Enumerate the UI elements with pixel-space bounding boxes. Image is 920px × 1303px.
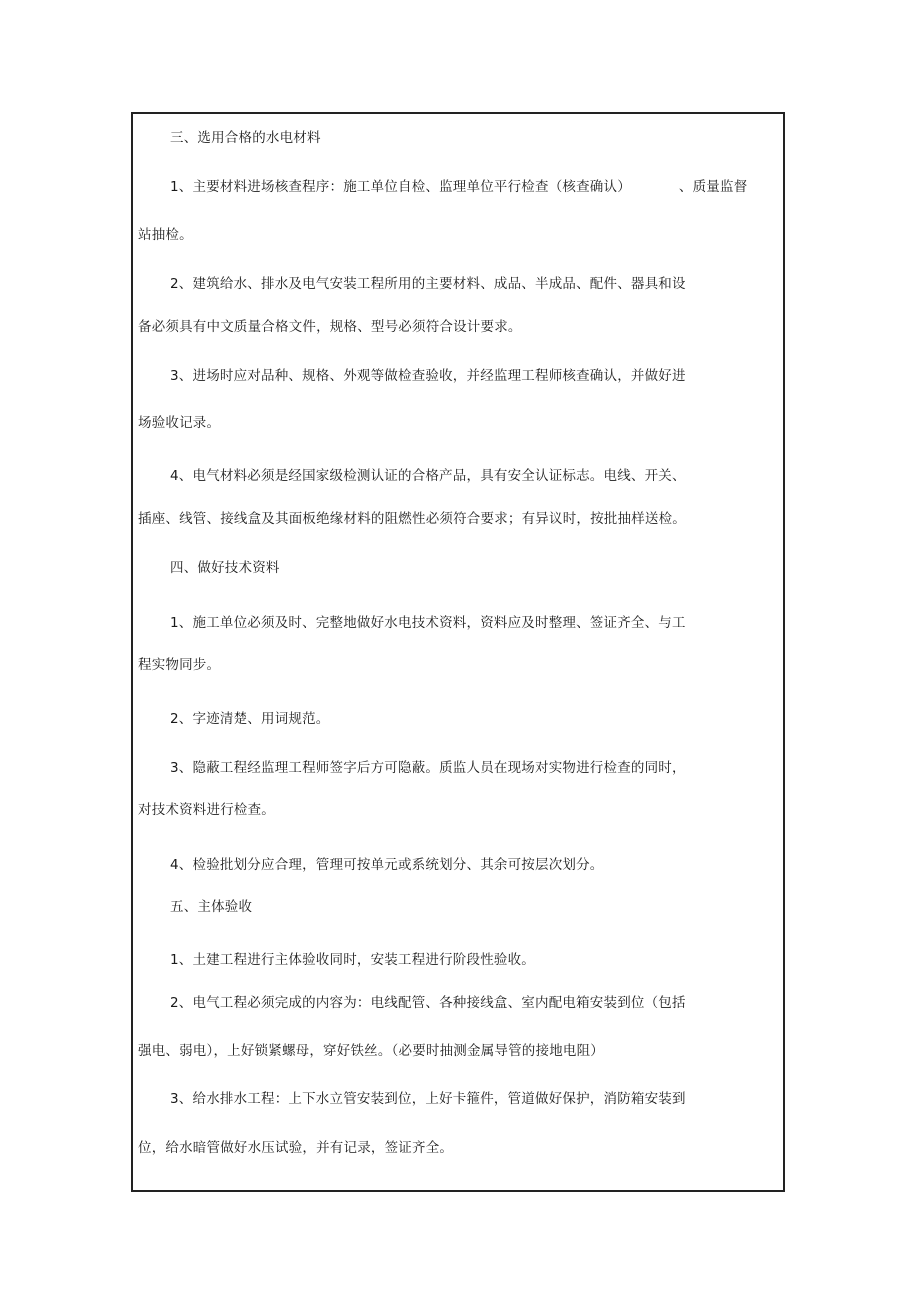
- s4-item4-line1: 4、检验批划分应合理，管理可按单元或系统划分、其余可按层次划分。: [170, 857, 604, 873]
- s3-item1-line1: [170, 178, 747, 196]
- s4-item3-line2: 对技术资料进行检查。: [138, 802, 275, 818]
- s5-item3-line1: 3、给水排水工程：上下水立管安装到位，上好卡箍件，管道做好保护，消防箱安装到: [170, 1091, 686, 1107]
- document-frame: [131, 112, 785, 1192]
- s5-item3-line2: 位，给水暗管做好水压试验，并有记录，签证齐全。: [138, 1140, 454, 1156]
- s3-item3-line2: 场验收记录。: [138, 415, 221, 431]
- s3-item2-line1: 2、建筑给水、排水及电气安装工程所用的主要材料、成品、半成品、配件、器具和设: [170, 276, 686, 292]
- section-heading-3: 三、选用合格的水电材料: [170, 130, 321, 146]
- s5-item2-line1: 2、电气工程必须完成的内容为：电线配管、各种接线盒、室内配电箱安装到位（包括: [170, 995, 686, 1011]
- s3-item1-line2: 站抽检。: [138, 227, 193, 243]
- section-heading-5: 五、主体验收: [170, 899, 253, 915]
- s3-item2-line2: 备必须具有中文质量合格文件，规格、型号必须符合设计要求。: [138, 319, 522, 335]
- s4-item2-line1: 2、字迹清楚、用词规范。: [170, 711, 330, 727]
- s3-item4-line2: 插座、线管、接线盒及其面板绝缘材料的阻燃性必须符合要求；有异议时，按批抽样送检。: [138, 511, 686, 527]
- s3-item4-line1: 4、电气材料必须是经国家级检测认证的合格产品，具有安全认证标志。电线、开关、: [170, 468, 686, 484]
- s5-item1-line1: 1、土建工程进行主体验收同时，安装工程进行阶段性验收。: [170, 952, 535, 968]
- s3-item1-line1-part-a: 1、主要材料进场核查程序：施工单位自检、监理单位平行检查（核查确认）: [170, 179, 631, 195]
- s4-item1-line2: 程实物同步。: [138, 657, 221, 673]
- s3-item3-line1: 3、进场时应对品种、规格、外观等做检查验收，并经监理工程师核查确认，并做好进: [170, 368, 686, 384]
- s4-item3-line1: 3、隐蔽工程经监理工程师签字后方可隐蔽。质监人员在现场对实物进行检查的同时，: [170, 760, 686, 776]
- s4-item1-line1: 1、施工单位必须及时、完整地做好水电技术资料，资料应及时整理、签证齐全、与工: [170, 615, 686, 631]
- s3-item1-line1-part-b: 、质量监督: [678, 179, 748, 195]
- section-heading-4: 四、做好技术资料: [170, 560, 280, 576]
- s5-item2-line2: 强电、弱电），上好锁紧螺母，穿好铁丝。（必要时抽测金属导管的接地电阻）: [138, 1043, 604, 1059]
